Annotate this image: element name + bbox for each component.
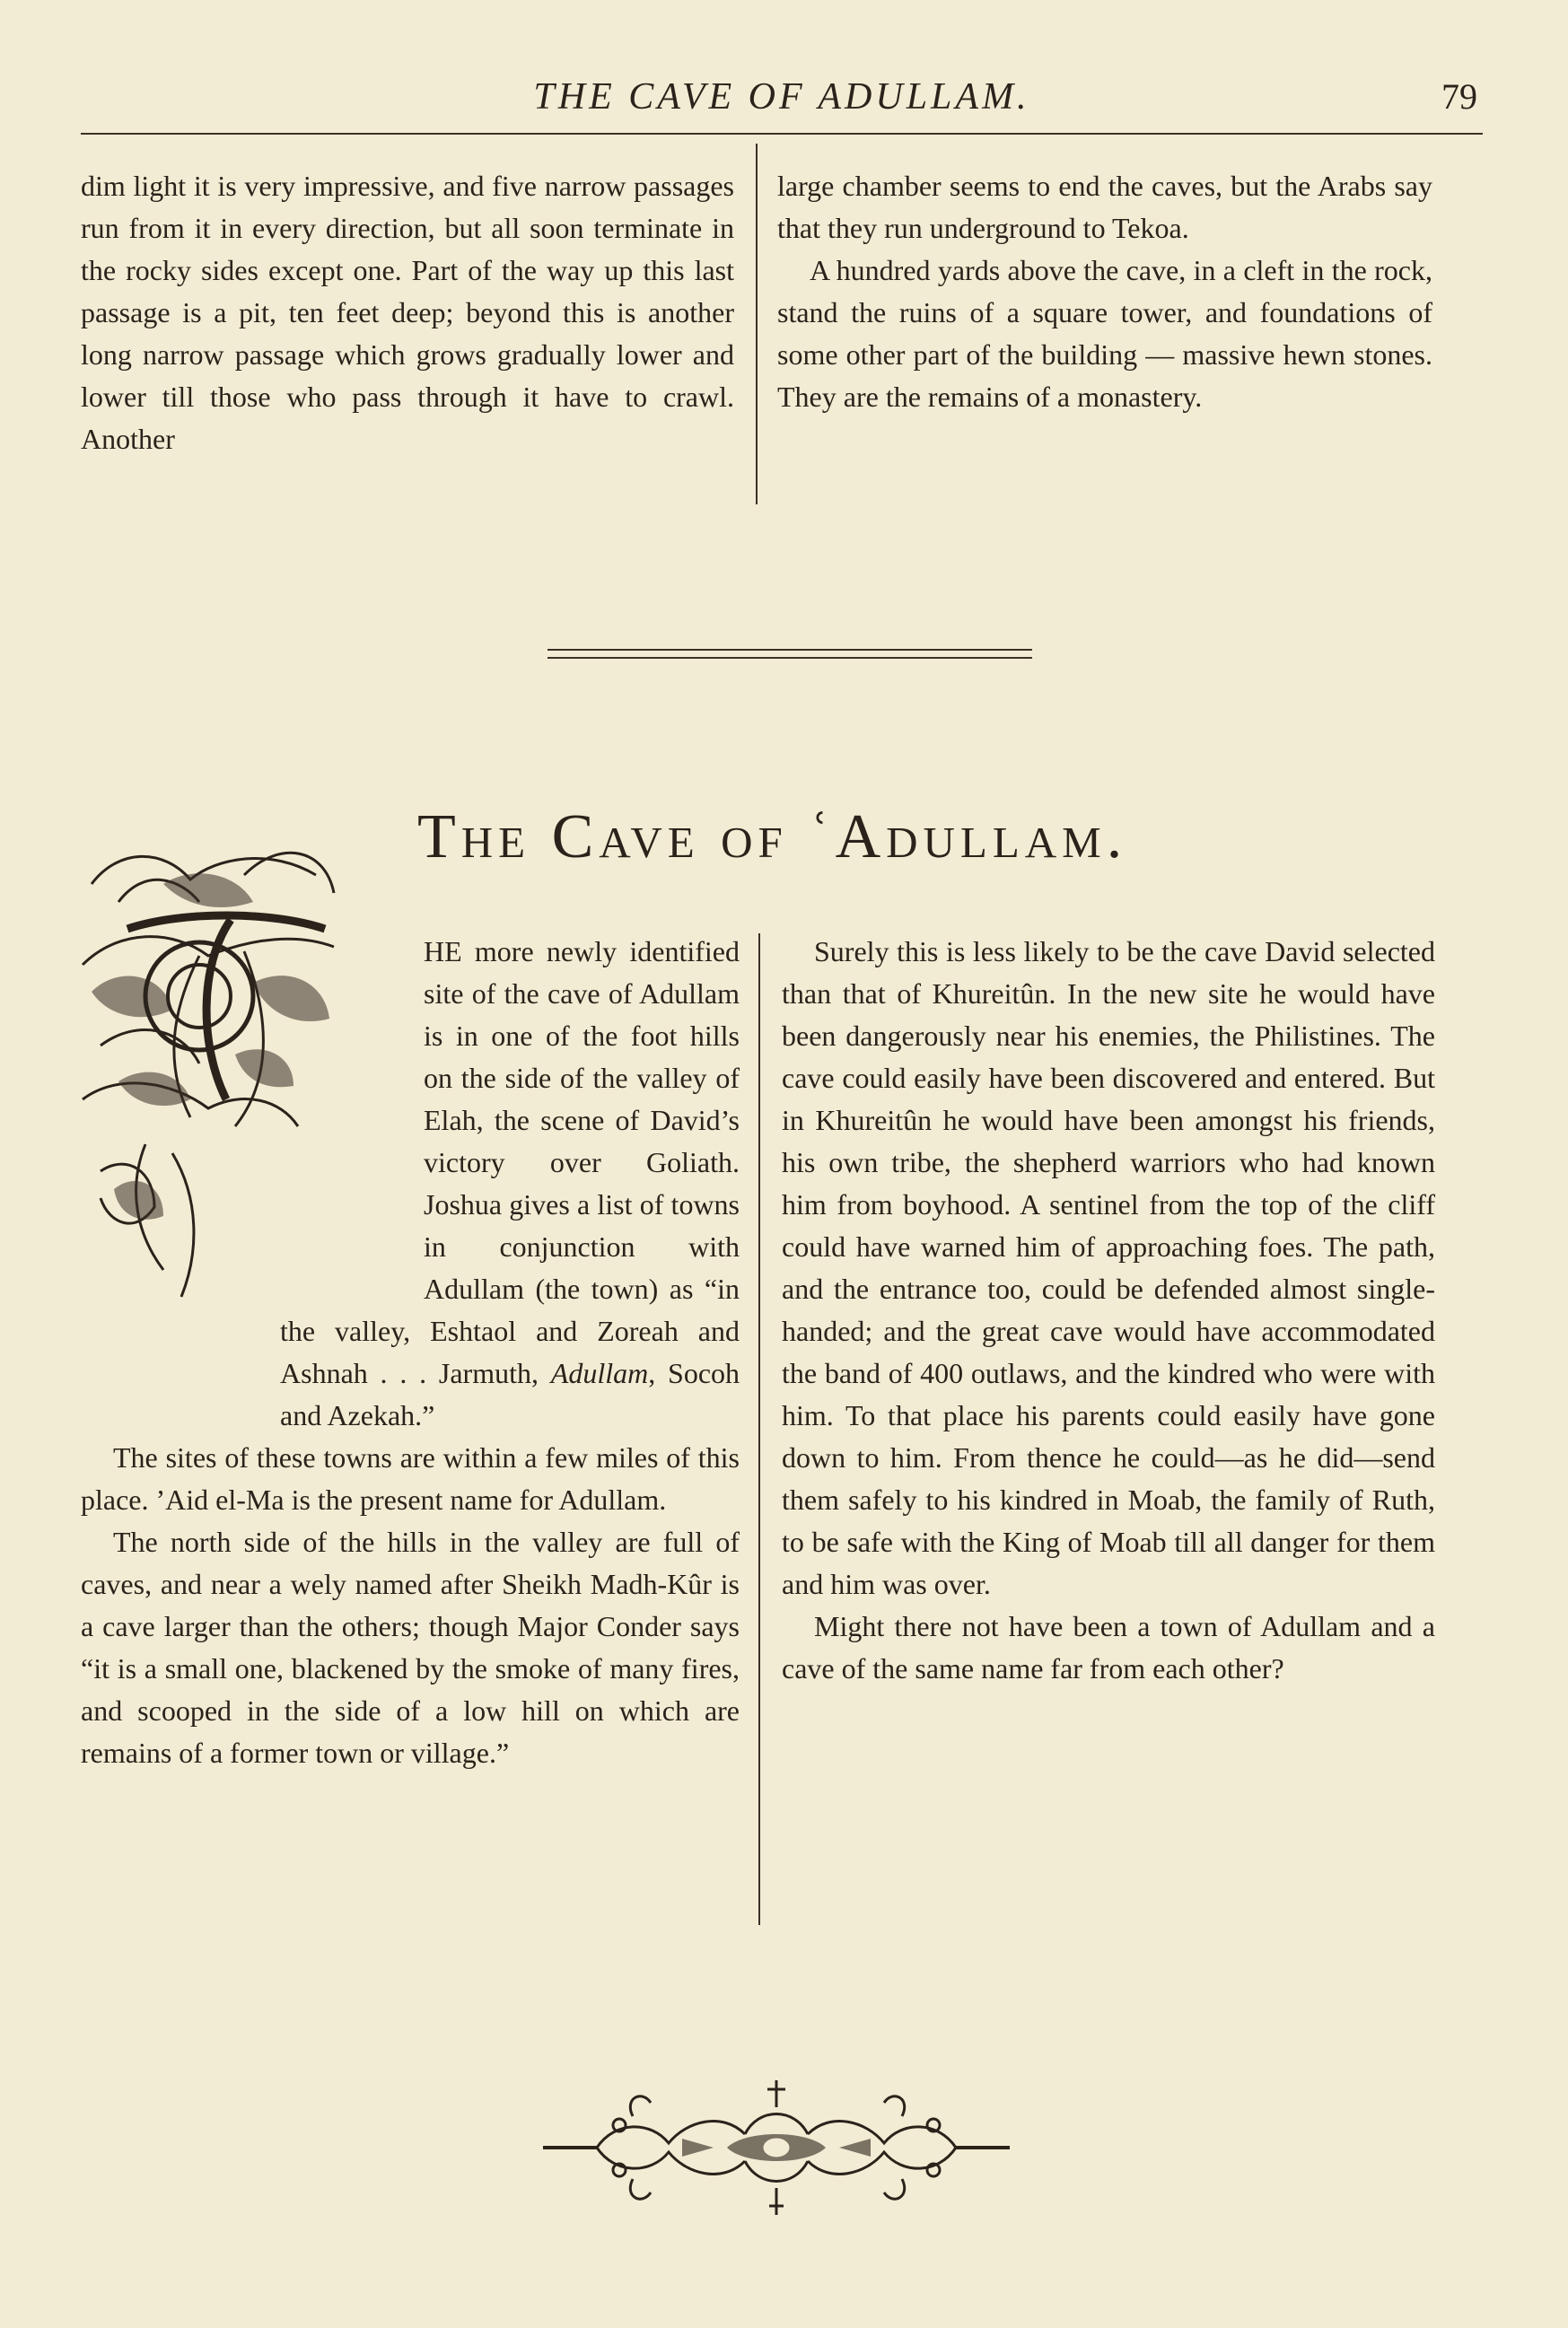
column-divider — [756, 144, 758, 504]
running-title: THE CAVE OF ADULLAM. — [533, 76, 1030, 118]
paragraph: dim light it is very impressive, and five narrow passages run from it in every direction, but all soon terminate in the rocky sides except one. Part of the way up this last passage is a pit, ten feet deep; beyond this is another long narrow passage which grows gradually lower and lower till those who pass through it have to crawl. Another — [81, 170, 734, 455]
top-left-column — [81, 165, 734, 460]
paragraph: large chamber seems to end the caves, but the Arabs say that they run underground to Tekoa. — [777, 170, 1432, 244]
paragraph: The sites of these towns are within a few miles of this place. ’Aid el-Ma is the present name for Adullam. — [81, 1441, 740, 1516]
paragraph-text: , Socoh and Azekah.” — [280, 1357, 740, 1431]
ornamental-tailpiece-icon — [534, 2071, 1019, 2224]
paragraph: Might there not have been a town of Adullam and a cave of the same name far from each other? — [782, 1610, 1435, 1685]
paragraph: A hundred yards above the cave, in a cleft in the rock, stand the ruins of a square tower, and foundations of some other part of the building — massive hewn stones. They are the remains of a monastery. — [777, 254, 1432, 413]
paragraph: The north side of the hills in the valley are full of caves, and near a wely named after Sheikh Madh-Kûr is a cave larger than the others; though Major Conder says “it is a small one, blackened by the smoke of many fires, and scooped in the side of a low hill on which are remains of a former town or village.” — [81, 1526, 740, 1769]
top-right-column — [777, 165, 1432, 418]
page-number: 79 — [1441, 76, 1477, 117]
chapter-heading: The Cave of ʿAdullam. — [417, 802, 1128, 871]
paragraph: Surely this is less likely to be the cave David selected than that of Khureitûn. In the new site he would have been dangerously near his enemies, the Philistines. The cave could easily have been discovered and entered. But in Khureitûn he would have been amongst his friends, his own tribe, the shepherd warriors who had known him from boyhood. A sentinel from the top of the cliff could have warned him of approaching foes. The path, and the entrance too, could be defended almost single-handed; and the great cave would have accommodated the band of 400 outlaws, and the kindred who were with him. To that place his parents could easily have gone down to him. From thence he could—as he did—send them safely to his kindred in Moab, the family of Ruth, to be safe with the King of Moab till all danger for them and him was over. — [782, 935, 1435, 1600]
running-head — [81, 70, 1483, 135]
paragraph-text: HE more newly identified site of the cave of Adullam is in one of the foot hills on the side of the valley of Elah, the scene of David’s victory over Goliath. Joshua gives a list of towns in conjunction with Adullam (the town) as “in the valley, Eshtaol and Zoreah and Ashnah . . . Jarmuth, — [280, 935, 740, 1389]
left-column — [81, 931, 740, 1774]
column-divider — [758, 933, 760, 1925]
right-column — [782, 931, 1435, 1690]
section-divider — [547, 649, 1032, 665]
italic-place-name: Adullam — [550, 1357, 649, 1389]
